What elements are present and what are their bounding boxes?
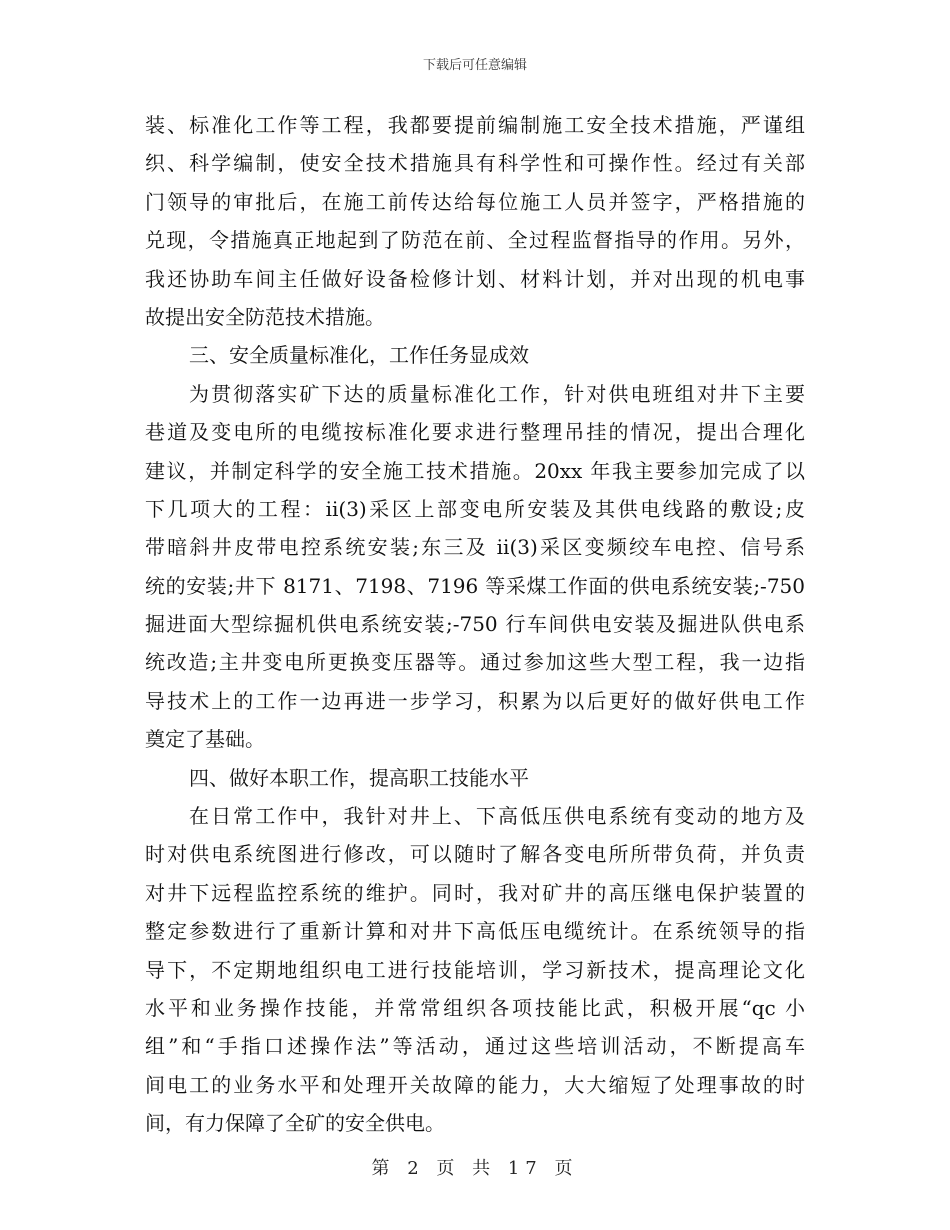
text-line: 为贯彻落实矿下达的质量标准化工作，针对供电班组对井下主要 — [189, 381, 805, 406]
document-body — [145, 106, 805, 1143]
text-line: 对井下远程监控系统的维护。同时，我对矿井的高压继电保护装置的 — [145, 880, 805, 905]
text-line: 兑现，令措施真正地起到了防范在前、全过程监督指导的作用。另外， — [145, 228, 805, 253]
text-line: 整定参数进行了重新计算和对井下高低压电缆统计。在系统领导的指 — [145, 919, 805, 944]
text-line: 建议，并制定科学的安全施工技术措施。20xx 年我主要参加完成了以 — [145, 458, 805, 483]
text-line: 统的安装;井下 8171、7198、7196 等采煤工作面的供电系统安装;-750 — [145, 573, 805, 598]
text-line: 掘进面大型综掘机供电系统安装;-750 行车间供电安装及掘进队供电系 — [145, 612, 805, 637]
text-line: 奠定了基础。 — [145, 727, 265, 752]
text-line: 水平和业务操作技能，并常常组织各项技能比武，积极开展“qc 小 — [145, 995, 805, 1020]
text-line: 组”和“手指口述操作法”等活动，通过这些培训活动，不断提高车 — [145, 1034, 805, 1059]
text-line: 统改造;主井变电所更换变压器等。通过参加这些大型工程，我一边指 — [145, 650, 805, 675]
text-line: 在日常工作中，我针对井上、下高低压供电系统有变动的地方及 — [189, 804, 805, 829]
text-line: 间电工的业务水平和处理开关故障的能力，大大缩短了处理事故的时 — [145, 1072, 805, 1097]
page-header: 下载后可任意编辑 — [422, 58, 527, 73]
text-line: 下几项大的工程：ii(3)采区上部变电所安装及其供电线路的敷设;皮 — [145, 496, 805, 521]
section-heading: 四、做好本职工作，提高职工技能水平 — [189, 765, 529, 790]
text-line: 巷道及变电所的电缆按标准化要求进行整理吊挂的情况，提出合理化 — [145, 420, 805, 445]
text-line: 织、科学编制，使安全技术措施具有科学性和可操作性。经过有关部 — [145, 151, 805, 176]
section-heading: 三、安全质量标准化，工作任务显成效 — [189, 343, 529, 368]
text-line: 门领导的审批后，在施工前传达给每位施工人员并签字，严格措施的 — [145, 189, 805, 214]
text-line: 我还协助车间主任做好设备检修计划、材料计划，并对出现的机电事 — [145, 266, 805, 291]
text-line: 导技术上的工作一边再进一步学习，积累为以后更好的做好供电工作 — [145, 688, 805, 713]
text-line: 间，有力保障了全矿的安全供电。 — [145, 1111, 445, 1136]
text-line: 时对供电系统图进行修改，可以随时了解各变电所所带负荷，并负责 — [145, 842, 805, 867]
page-footer: 第 2 页 共 17 页 — [371, 1158, 579, 1179]
text-line: 带暗斜井皮带电控系统安装;东三及 ii(3)采区变频绞车电控、信号系 — [145, 535, 805, 560]
text-line: 导下，不定期地组织电工进行技能培训，学习新技术，提高理论文化 — [145, 957, 805, 982]
text-line: 装、标准化工作等工程，我都要提前编制施工安全技术措施，严谨组 — [145, 113, 805, 137]
text-line: 故提出安全防范技术措施。 — [145, 304, 385, 329]
